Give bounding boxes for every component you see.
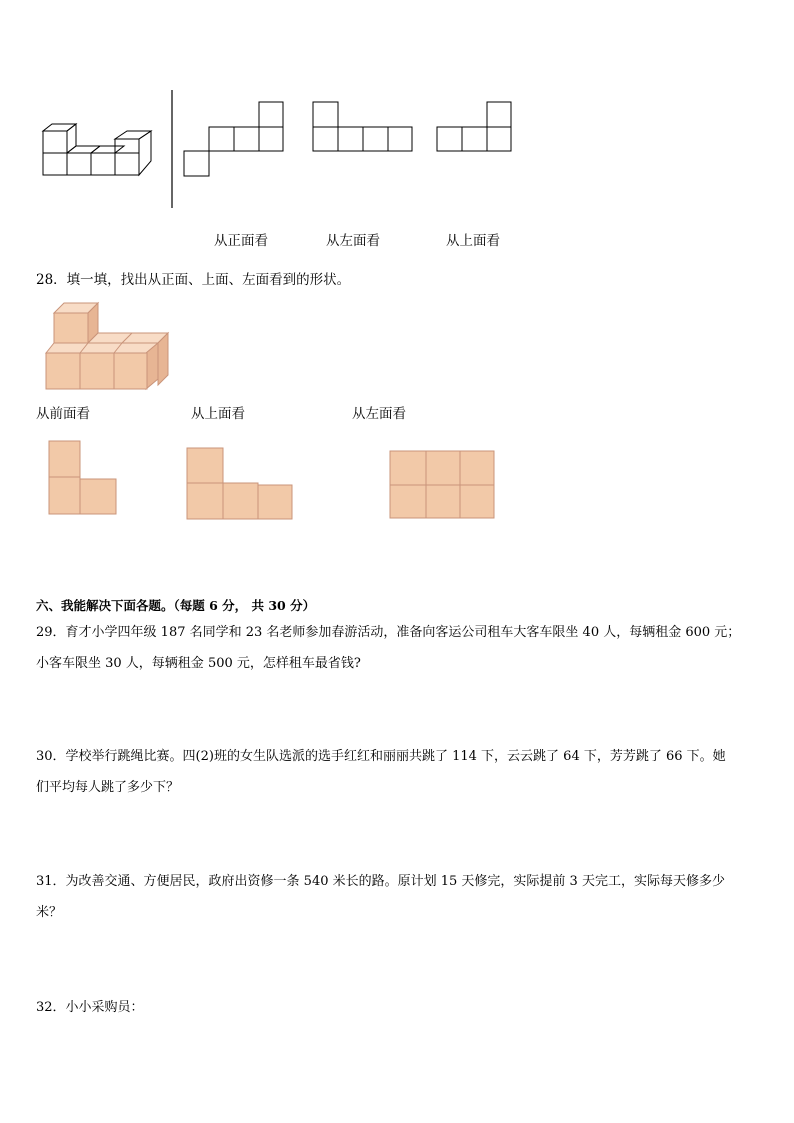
- q28-left-view-shape: [390, 451, 494, 518]
- q27-figure: [0, 0, 794, 260]
- q28-label-front: 从前面看: [36, 406, 90, 422]
- q28-cube-stack: [0, 295, 200, 395]
- q27-label-left: 从左面看: [326, 233, 380, 249]
- q28-label-left: 从左面看: [352, 406, 406, 422]
- q31-line2: 米？: [36, 905, 63, 920]
- q31-line1: 31．为改善交通、方便居民，政府出资修一条 540 米长的路。原计划 15 天修完，实际提前 3 天完工，实际每天修多少: [36, 874, 725, 889]
- q27-label-top: 从上面看: [446, 233, 500, 249]
- q29-line2: 小客车限坐 30 人，每辆租金 500 元，怎样租车最省钱?: [36, 656, 361, 671]
- section6-heading: 六、我能解决下面各题。（每题 6 分， 共 30 分）: [36, 598, 316, 613]
- q27-front-view-grid: [184, 102, 283, 176]
- q32-prompt: 32．小小采购员：: [36, 1000, 144, 1015]
- q28-views: [0, 430, 794, 530]
- q27-left-view-grid: [313, 102, 412, 151]
- q28-front-view-shape: [49, 441, 116, 514]
- q27-label-front: 从正面看: [214, 233, 268, 249]
- q27-cube-stack: [43, 124, 151, 175]
- q28-label-top: 从上面看: [191, 406, 245, 422]
- q30-line2: 们平均每人跳了多少下？: [36, 780, 180, 795]
- q29-line1: 29．育才小学四年级 187 名同学和 23 名老师参加春游活动，准备向客运公司租车大客车限坐 40 人，每辆租金 600 元；: [36, 625, 741, 640]
- q28-prompt: 28．填一填，找出从正面、上面、左面看到的形状。: [36, 272, 351, 288]
- q27-top-view-grid: [437, 102, 511, 151]
- q30-line1: 30．学校举行跳绳比赛。四(2)班的女生队选派的选手红红和丽丽共跳了 114 下，云云跳了 64 下，芳芳跳了 66 下。她: [36, 749, 726, 764]
- q28-top-view-shape: [187, 448, 292, 519]
